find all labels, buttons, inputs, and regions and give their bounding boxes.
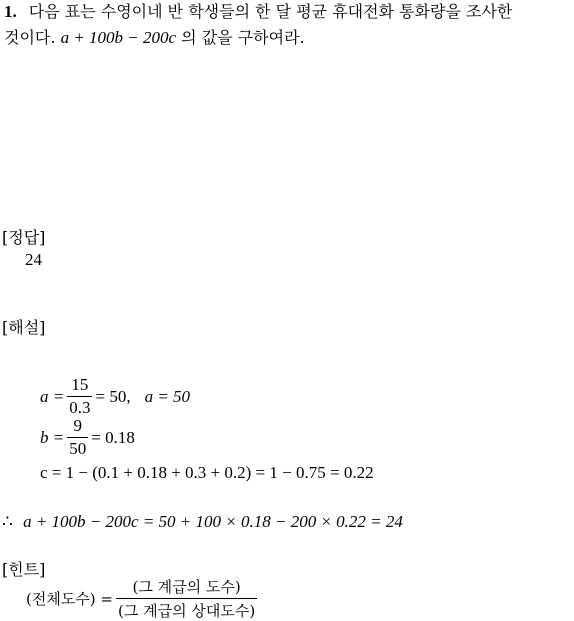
- eq-a-numerator: 15: [71, 375, 89, 394]
- eq-b-rhs: = 0.18: [91, 427, 135, 447]
- eq-a-rhs: = 50,: [95, 386, 131, 406]
- conclusion-equation: a + 100b − 200c = 50 + 100 × 0.18 − 200 × 0.22 = 24: [23, 512, 403, 531]
- eq-a-extra: a = 50: [144, 386, 191, 406]
- question-text-3: 의 값을 구하여라.: [181, 28, 305, 47]
- eq-a-lhs: a =: [40, 386, 65, 406]
- eq-a-denominator: 0.3: [69, 398, 91, 417]
- hint-fraction: [116, 576, 257, 621]
- hint-numerator: (그 계급의 도수): [132, 578, 241, 596]
- question-text-1: 다음 표는 수영이네 반 학생들의 한 달 평균 휴대전화 통화량을 조사한: [28, 2, 513, 21]
- question-line-1: [4, 2, 512, 22]
- solution-label: [해설]: [2, 318, 46, 337]
- question-expression: a + 100b − 200c: [60, 28, 177, 47]
- answer-label: [정답]: [2, 228, 46, 247]
- hint-denominator: (그 계급의 상대도수): [116, 598, 257, 621]
- question-number: 1.: [4, 2, 17, 21]
- question-line-2: [4, 28, 305, 48]
- eq-b-fraction: [67, 416, 88, 459]
- equation-b: [40, 416, 135, 459]
- eq-b-denominator: 50: [69, 439, 87, 458]
- equation-c: c = 1 − (0.1 + 0.18 + 0.3 + 0.2) = 1 − 0.75 = 0.22: [40, 463, 374, 482]
- equation-a: [40, 375, 190, 418]
- eq-a-fraction: [67, 375, 92, 418]
- therefore-symbol: ∴: [2, 512, 13, 531]
- hint-label: [힌트]: [2, 560, 46, 579]
- conclusion-line: [2, 512, 403, 532]
- hint-formula: [26, 576, 260, 621]
- eq-b-numerator: 9: [73, 416, 82, 435]
- eq-b-lhs: b =: [40, 427, 65, 447]
- answer-value: 24: [25, 250, 42, 269]
- question-text-2: 것이다.: [4, 28, 56, 47]
- hint-lhs: (전체도수) =: [26, 590, 114, 608]
